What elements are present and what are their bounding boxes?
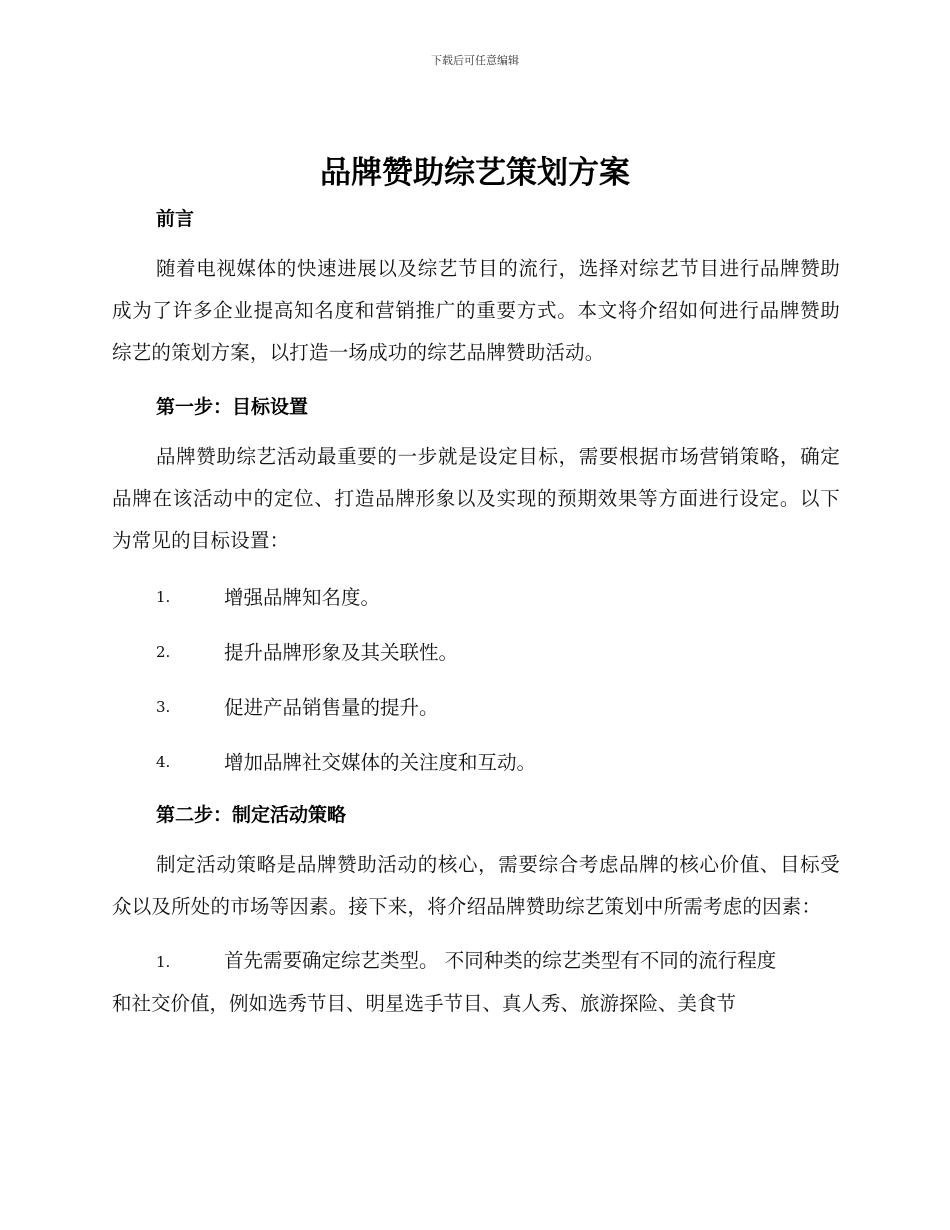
list-item (112, 680, 840, 735)
list-line (112, 940, 840, 983)
list-text-line1: 首先需要确定综艺类型。 不同种类的综艺类型有不同的流行程度 (224, 949, 777, 972)
section-heading-preface: 前言 (156, 208, 195, 230)
list-text: 促进产品销售量的提升。 (224, 696, 439, 719)
list-number: 4. (156, 753, 171, 771)
list-number: 1. (156, 953, 171, 971)
list-item (112, 940, 840, 1025)
list-number: 2. (156, 643, 171, 661)
section-heading-step2: 第二步：制定活动策略 (156, 804, 347, 826)
section-heading-step1: 第一步：目标设置 (156, 396, 309, 418)
header-note: 下载后可任意编辑 (431, 54, 519, 67)
list-number: 1. (156, 588, 171, 606)
list-text: 提升品牌形象及其关联性。 (224, 641, 459, 664)
document-body (112, 196, 840, 1025)
list-text: 增加品牌社交媒体的关注度和互动。 (224, 751, 537, 774)
list-item (112, 735, 840, 790)
list-number: 3. (156, 698, 171, 716)
document-title: 品牌赞助综艺策划方案 (320, 155, 630, 191)
list-text-line2: 和社交价值，例如选秀节目、明星选手节目、真人秀、旅游探险、美食节 (112, 992, 737, 1015)
list-item (112, 625, 840, 680)
paragraph-step1: 品牌赞助综艺活动最重要的一步就是设定目标，需要根据市场营销策略，确定品牌在该活动中的定位、打造品牌形象以及实现的预期效果等方面进行设定。以下为常见的目标设置： (112, 445, 840, 552)
paragraph-preface: 随着电视媒体的快速进展以及综艺节目的流行，选择对综艺节目进行品牌赞助成为了许多企业提高知名度和营销推广的重要方式。本文将介绍如何进行品牌赞助综艺的策划方案，以打造一场成功的综艺品牌赞助活动。 (112, 257, 840, 364)
list-text: 增强品牌知名度。 (224, 586, 381, 609)
list-item (112, 570, 840, 625)
paragraph-step2: 制定活动策略是品牌赞助活动的核心，需要综合考虑品牌的核心价值、目标受众以及所处的市场等因素。接下来，将介绍品牌赞助综艺策划中所需考虑的因素： (112, 853, 840, 918)
